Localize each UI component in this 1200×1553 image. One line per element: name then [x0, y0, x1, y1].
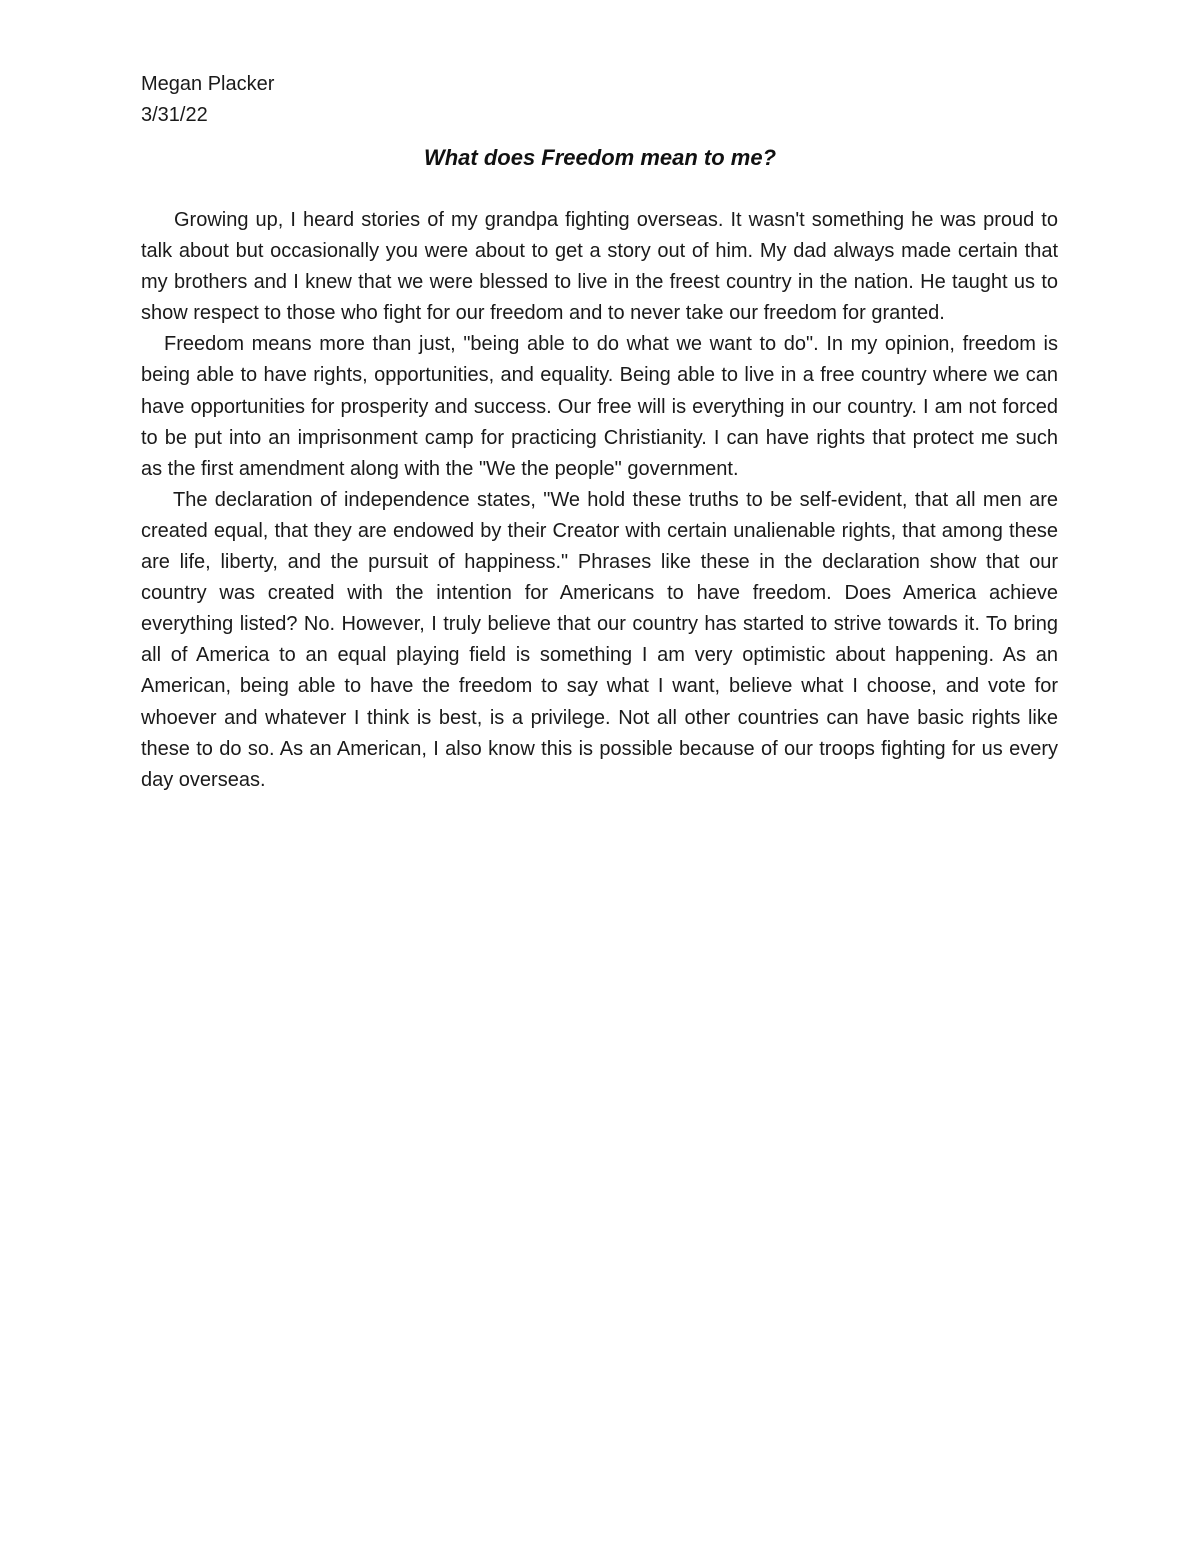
paragraph-2: Freedom means more than just, "being able to do what we want to do". In my opinion, freedom is being able to have rights, opportunities, and equality. Being able to live in a free country where we can have opportunities for prosperity and success. Our free will is everything in our country. I am not forced to be put into an imprisonment camp for practicing Christianity. I can have rights that protect me such as the first amendment along with the "We the people" government. [141, 333, 1058, 480]
author-name: Megan Placker [141, 73, 275, 95]
paragraph-1: Growing up, I heard stories of my grandpa fighting overseas. It wasn't something he was proud to talk about but occasionally you were about to get a story out of him. My dad always made certain that my brothers and I knew that we were blessed to live in the freest country in the nation. He taught us to show respect to those who fight for our freedom and to never take our freedom for granted. [141, 209, 1058, 325]
paragraph-3: The declaration of independence states, "We hold these truths to be self-evident, that all men are created equal, that they are endowed by their Creator with certain unalienable rights, that among these are life, liberty, and the pursuit of happiness." Phrases like these in the declaration show that our country was created with the intention for Americans to have freedom. Does America achieve everything listed? No. However, I truly believe that our country has started to strive towards it. To bring all of America to an equal playing field is something I am very optimistic about happening. As an American, being able to have the freedom to say what I want, believe what I choose, and vote for whoever and whatever I think is best, is a privilege. Not all other countries can have basic rights like these to do so. As an American, I also know this is possible because of our troops fighting for us every day overseas. [141, 488, 1058, 791]
essay-title: What does Freedom mean to me? [423, 145, 777, 170]
document-date: 3/31/22 [141, 104, 208, 126]
essay-body [141, 205, 1058, 796]
